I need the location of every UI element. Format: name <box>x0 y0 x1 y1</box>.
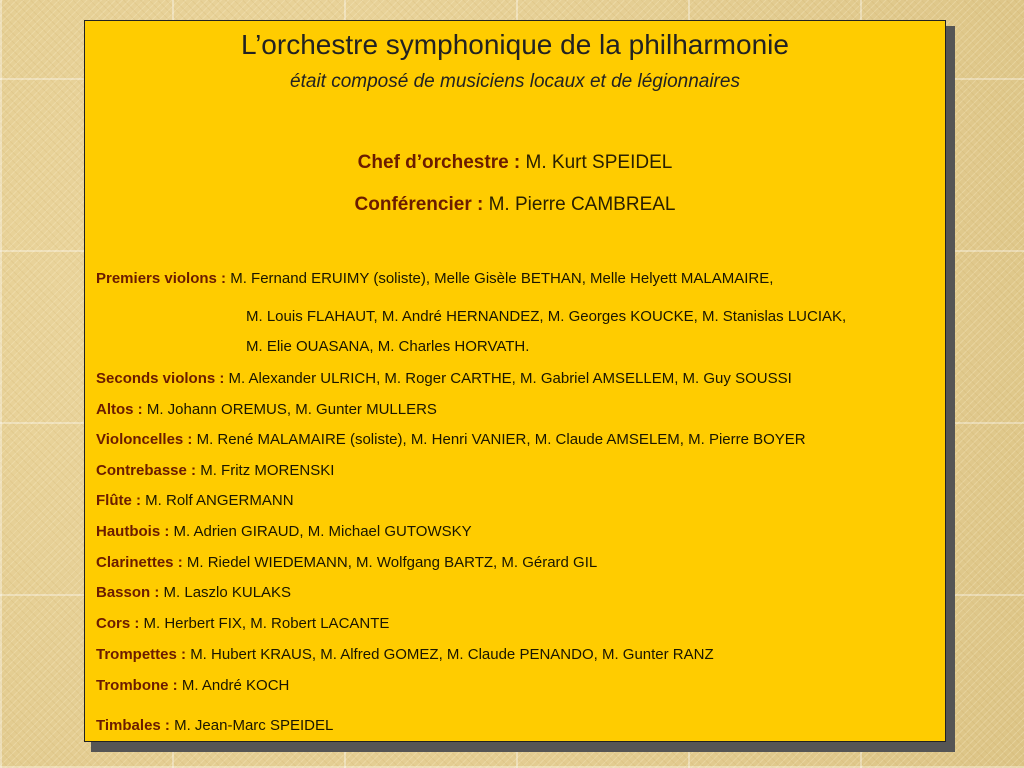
section-double-bass <box>96 462 334 479</box>
section-members: M. Jean-Marc SPEIDEL <box>174 717 334 734</box>
section-members: M. Hubert KRAUS, M. Alfred GOMEZ, M. Claude PENANDO, M. Gunter RANZ <box>190 646 714 663</box>
section-first-violins-cont-1 <box>246 308 846 325</box>
conductor-line <box>85 152 945 174</box>
section-label: Trombone : <box>96 677 182 694</box>
lecturer-line <box>85 194 945 216</box>
section-label: Altos : <box>96 401 147 418</box>
section-label: Contrebasse : <box>96 462 201 479</box>
section-members: M. Adrien GIRAUD, M. Michael GUTOWSKY <box>173 523 472 540</box>
section-label: Violoncelles : <box>96 431 197 448</box>
section-first-violins <box>96 270 773 287</box>
section-members: M. Elie OUASANA, M. Charles HORVATH. <box>246 338 530 355</box>
section-horns <box>96 615 389 632</box>
section-bassoon <box>96 584 291 601</box>
section-label: Cors : <box>96 615 144 632</box>
page-title: L’orchestre symphonique de la philharmonie <box>241 29 789 60</box>
section-members: M. Rolf ANGERMANN <box>145 492 294 509</box>
lecturer-label: Conférencier : <box>354 194 489 215</box>
section-label: Premiers violons : <box>96 270 231 287</box>
section-first-violins-cont-2 <box>246 338 529 355</box>
section-second-violins <box>96 370 792 387</box>
section-label: Hautbois : <box>96 523 174 540</box>
lecturer-name: M. Pierre CAMBREAL <box>488 194 676 215</box>
section-label: Trompettes : <box>96 646 191 663</box>
section-timpani <box>96 717 333 734</box>
section-members: M. Herbert FIX, M. Robert LACANTE <box>143 615 390 632</box>
section-members: M. Louis FLAHAUT, M. André HERNANDEZ, M. Georges KOUCKE, M. Stanislas LUCIAK, <box>246 308 847 325</box>
section-clarinets <box>96 554 597 571</box>
section-label: Seconds violons : <box>96 370 229 387</box>
conductor-label: Chef d’orchestre : <box>357 152 526 173</box>
section-trombone <box>96 677 289 694</box>
conductor-name: M. Kurt SPEIDEL <box>525 152 673 173</box>
section-flute <box>96 492 294 509</box>
page-subtitle: était composé de musiciens locaux et de légionnaires <box>290 71 740 92</box>
section-members: M. Johann OREMUS, M. Gunter MULLERS <box>146 401 437 418</box>
section-label: Clarinettes : <box>96 554 187 571</box>
section-members: M. André KOCH <box>181 677 290 694</box>
section-members: M. Riedel WIEDEMANN, M. Wolfgang BARTZ, M. Gérard GIL <box>186 554 598 571</box>
section-cellos <box>96 431 806 448</box>
section-members: M. Fernand ERUIMY (soliste), Melle Gisèle BETHAN, Melle Helyett MALAMAIRE, <box>230 270 774 287</box>
section-label: Basson : <box>96 584 164 601</box>
section-label: Flûte : <box>96 492 146 509</box>
section-members: M. Fritz MORENSKI <box>200 462 335 479</box>
section-label: Timbales : <box>96 717 175 734</box>
section-trumpets <box>96 646 714 663</box>
section-members: M. René MALAMAIRE (soliste), M. Henri VANIER, M. Claude AMSELEM, M. Pierre BOYER <box>196 431 806 448</box>
roster-panel <box>84 20 946 742</box>
section-members: M. Laszlo KULAKS <box>163 584 292 601</box>
section-members: M. Alexander ULRICH, M. Roger CARTHE, M. Gabriel AMSELLEM, M. Guy SOUSSI <box>228 370 792 387</box>
section-oboe <box>96 523 472 540</box>
section-violas <box>96 401 437 418</box>
